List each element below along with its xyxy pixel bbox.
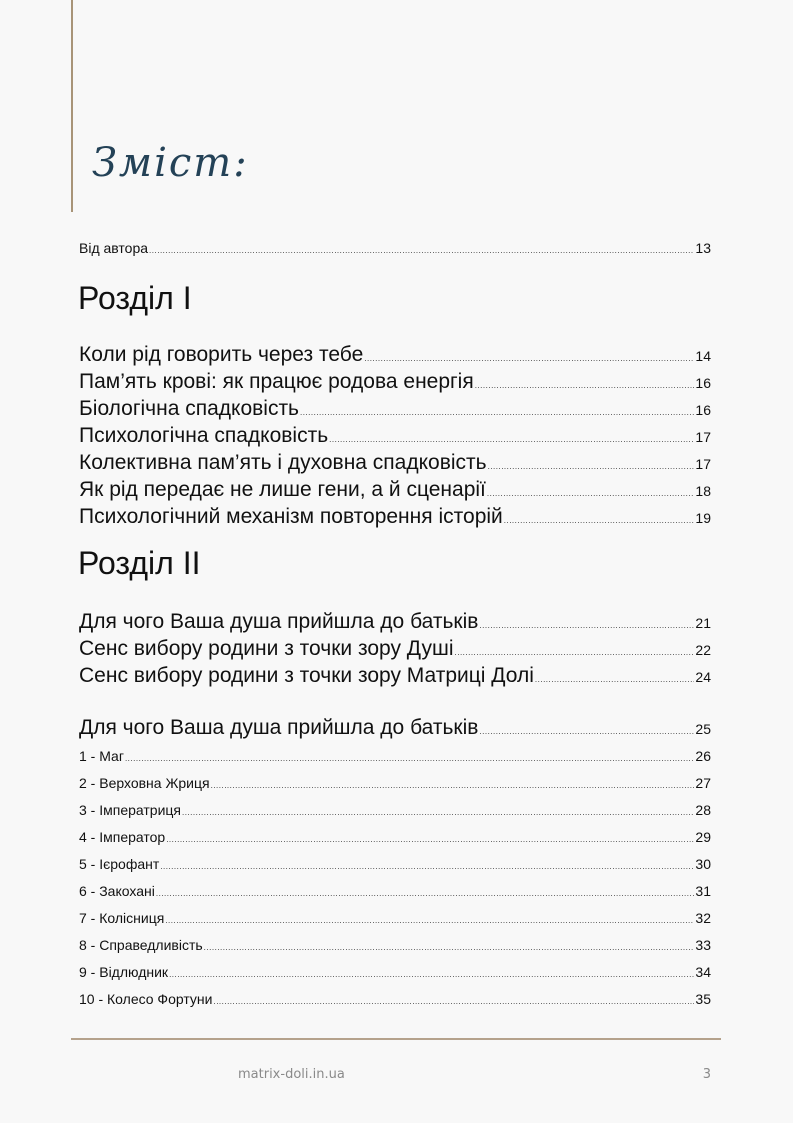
toc-leader-dots xyxy=(125,754,694,763)
decorative-vertical-line xyxy=(71,0,73,212)
toc-entry[interactable] xyxy=(79,664,711,688)
toc-entry-page: 29 xyxy=(695,829,711,845)
toc-entry-label: 9 - Відлюдник xyxy=(79,964,169,980)
toc-entry-page: 24 xyxy=(695,669,711,685)
toc-entry[interactable] xyxy=(79,775,711,791)
toc-leader-dots xyxy=(329,435,694,444)
toc-entry[interactable] xyxy=(79,370,711,394)
toc-entry-page: 32 xyxy=(695,910,711,926)
toc-entry-label: Пам’ять крові: як працює родова енергія xyxy=(79,370,474,393)
toc-entry-label: 2 - Верховна Жриця xyxy=(79,775,210,791)
toc-leader-dots xyxy=(535,675,695,684)
toc-entry[interactable] xyxy=(79,883,711,899)
toc-entry-label: Колективна пам’ять і духовна спадковість xyxy=(79,451,487,474)
toc-entry[interactable] xyxy=(79,748,711,764)
section-heading-1: Розділ I xyxy=(78,280,192,316)
toc-entry-page: 19 xyxy=(695,510,711,526)
toc-entry-label: Сенс вибору родини з точки зору Душі xyxy=(79,637,454,660)
toc-entry-label: Коли рід говорить через тебе xyxy=(79,343,364,366)
toc-entry-label: Як рід передає не лише гени, а й сценарії xyxy=(79,478,486,501)
toc-leader-dots xyxy=(211,781,695,790)
footer-website: matrix-doli.in.ua xyxy=(238,1067,345,1082)
toc-entry-label: 8 - Справедливість xyxy=(79,937,203,953)
toc-leader-dots xyxy=(475,381,695,390)
page-title: Зміст: xyxy=(92,140,249,186)
toc-leader-dots xyxy=(300,408,694,417)
toc-entry[interactable] xyxy=(79,829,711,845)
toc-leader-dots xyxy=(160,862,694,871)
toc-entry-page: 35 xyxy=(695,991,711,1007)
toc-entry-label: Психологічний механізм повторення історій xyxy=(79,505,503,528)
toc-leader-dots xyxy=(364,354,694,363)
toc-leader-dots xyxy=(455,648,695,657)
toc-leader-dots xyxy=(149,246,694,255)
toc-entry[interactable] xyxy=(79,451,711,475)
toc-leader-dots xyxy=(156,889,695,898)
toc-entry-page: 25 xyxy=(695,721,711,737)
toc-entry-label: 10 - Колесо Фортуни xyxy=(79,991,213,1007)
page-number: 3 xyxy=(702,1067,711,1082)
toc-entry-page: 26 xyxy=(695,748,711,764)
toc-entry[interactable] xyxy=(79,637,711,661)
toc-entry-label: 6 - Закохані xyxy=(79,883,155,899)
toc-leader-dots xyxy=(182,808,694,817)
toc-entry-page: 18 xyxy=(695,483,711,499)
toc-subsection-heading[interactable] xyxy=(79,716,711,740)
toc-entry[interactable] xyxy=(79,991,711,1007)
toc-entry[interactable] xyxy=(79,478,711,502)
toc-entry-page: 34 xyxy=(695,964,711,980)
toc-leader-dots xyxy=(165,916,694,925)
toc-leader-dots xyxy=(479,727,694,736)
toc-entry-page: 33 xyxy=(695,937,711,953)
toc-leader-dots xyxy=(504,516,695,525)
toc-entry[interactable] xyxy=(79,937,711,953)
toc-entry-page: 16 xyxy=(695,402,711,418)
toc-entry[interactable] xyxy=(79,802,711,818)
toc-leader-dots xyxy=(487,489,695,498)
toc-leader-dots xyxy=(479,621,694,630)
toc-entry-page: 13 xyxy=(695,240,711,256)
toc-entry[interactable] xyxy=(79,343,711,367)
toc-entry-label: Для чого Ваша душа прийшла до батьків xyxy=(79,610,479,633)
footer-divider xyxy=(71,1038,721,1040)
toc-entry[interactable] xyxy=(79,964,711,980)
toc-entry-page: 17 xyxy=(695,456,711,472)
toc-leader-dots xyxy=(166,835,694,844)
toc-entry-page: 16 xyxy=(695,375,711,391)
toc-leader-dots xyxy=(488,462,695,471)
toc-entry[interactable] xyxy=(79,397,711,421)
toc-entry-label: 7 - Колісниця xyxy=(79,910,165,926)
toc-entry-label: 5 - Ієрофант xyxy=(79,856,160,872)
toc-entry-label: Від автора xyxy=(79,240,149,256)
section-heading-2: Розділ II xyxy=(78,545,201,581)
toc-entry-label: 1 - Маг xyxy=(79,748,124,764)
toc-entry-page: 31 xyxy=(695,883,711,899)
toc-leader-dots xyxy=(169,970,694,979)
toc-entry-intro[interactable] xyxy=(79,240,711,256)
toc-entry-label: 3 - Імператриця xyxy=(79,802,181,818)
toc-entry-page: 27 xyxy=(695,775,711,791)
toc-entry-page: 30 xyxy=(695,856,711,872)
toc-entry[interactable] xyxy=(79,910,711,926)
toc-entry-page: 17 xyxy=(695,429,711,445)
toc-entry-page: 14 xyxy=(695,348,711,364)
toc-entry[interactable] xyxy=(79,856,711,872)
toc-entry[interactable] xyxy=(79,505,711,529)
toc-entry-page: 21 xyxy=(695,615,711,631)
toc-leader-dots xyxy=(213,997,694,1006)
toc-leader-dots xyxy=(204,943,695,952)
toc-entry-page: 28 xyxy=(695,802,711,818)
toc-entry[interactable] xyxy=(79,424,711,448)
toc-entry[interactable] xyxy=(79,610,711,634)
toc-entry-label: 4 - Імператор xyxy=(79,829,166,845)
toc-entry-label: Сенс вибору родини з точки зору Матриці Долі xyxy=(79,664,534,687)
toc-entry-label: Психологічна спадковість xyxy=(79,424,329,447)
toc-entry-label: Для чого Ваша душа прийшла до батьків xyxy=(79,716,479,739)
toc-entry-label: Біологічна спадковість xyxy=(79,397,299,420)
toc-entry-page: 22 xyxy=(695,642,711,658)
